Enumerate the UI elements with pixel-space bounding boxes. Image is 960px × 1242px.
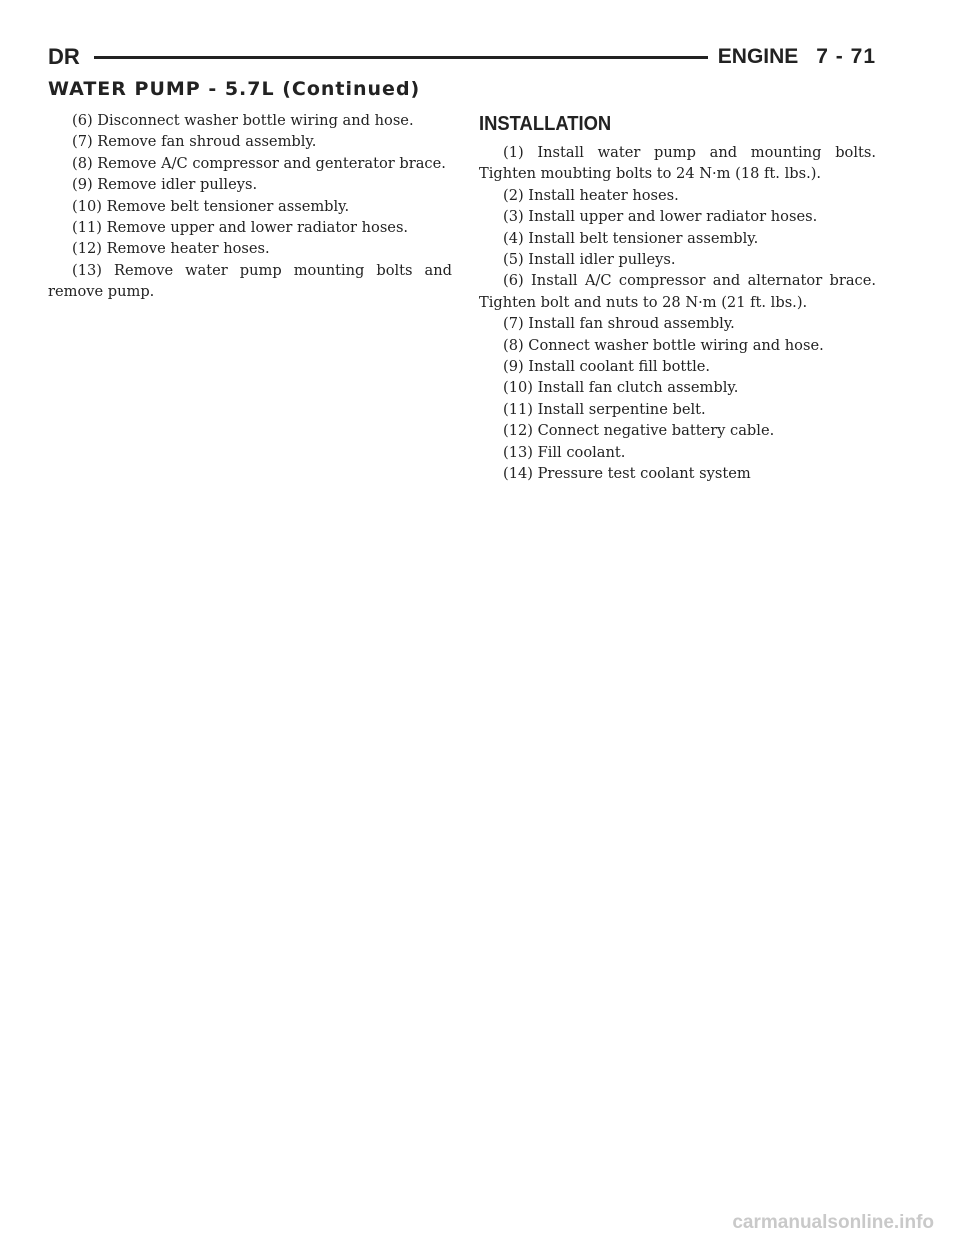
header-page-number: 7 - 71 — [816, 45, 876, 68]
removal-step: (6) Disconnect washer bottle wiring and hose. — [72, 112, 414, 129]
installation-step: (6) Install A/C compressor and alternator brace. Tighten bolt and nuts to 28 N·m (21 ft. lbs.). — [479, 272, 876, 311]
header-rule — [94, 56, 708, 59]
installation-step: (4) Install belt tensioner assembly. — [503, 229, 759, 247]
installation-step: (8) Connect washer bottle wiring and hose. — [503, 336, 824, 354]
section-title: WATER PUMP - 5.7L (Continued) — [48, 78, 421, 100]
installation-step: (12) Connect negative battery cable. — [503, 422, 775, 440]
installation-step: (1) Install water pump and mounting bolts. Tighten moubting bolts to 24 N·m (18 ft. lbs.). — [479, 144, 876, 183]
installation-heading: INSTALLATION — [479, 113, 612, 135]
page-header — [48, 42, 876, 72]
removal-step: (8) Remove A/C compressor and genterator brace. — [72, 154, 446, 172]
removal-step: (9) Remove idler pulleys. — [72, 176, 258, 194]
installation-step: (2) Install heater hoses. — [503, 186, 679, 204]
header-model-code: DR — [48, 44, 80, 69]
removal-step: (13) Remove water pump mounting bolts and remove pump. — [48, 261, 452, 301]
installation-step: (14) Pressure test coolant system — [503, 465, 751, 483]
installation-step: (5) Install idler pulleys. — [503, 251, 676, 269]
removal-step: (11) Remove upper and lower radiator hoses. — [72, 219, 409, 237]
header-right — [718, 42, 876, 72]
installation-step: (3) Install upper and lower radiator hoses. — [503, 208, 818, 226]
removal-step: (10) Remove belt tensioner assembly. — [72, 197, 350, 215]
removal-step: (7) Remove fan shroud assembly. — [72, 133, 317, 151]
installation-step: (9) Install coolant fill bottle. — [503, 358, 711, 376]
installation-step: (13) Fill coolant. — [503, 443, 626, 461]
installation-column — [479, 110, 876, 485]
removal-step: (12) Remove heater hoses. — [72, 240, 270, 258]
installation-step: (7) Install fan shroud assembly. — [503, 315, 735, 333]
removal-steps-column — [48, 110, 452, 303]
watermark: carmanualsonline.info — [732, 1212, 934, 1233]
header-section-name: ENGINE — [717, 45, 799, 68]
installation-step: (10) Install fan clutch assembly. — [503, 379, 739, 397]
installation-step: (11) Install serpentine belt. — [503, 400, 706, 418]
